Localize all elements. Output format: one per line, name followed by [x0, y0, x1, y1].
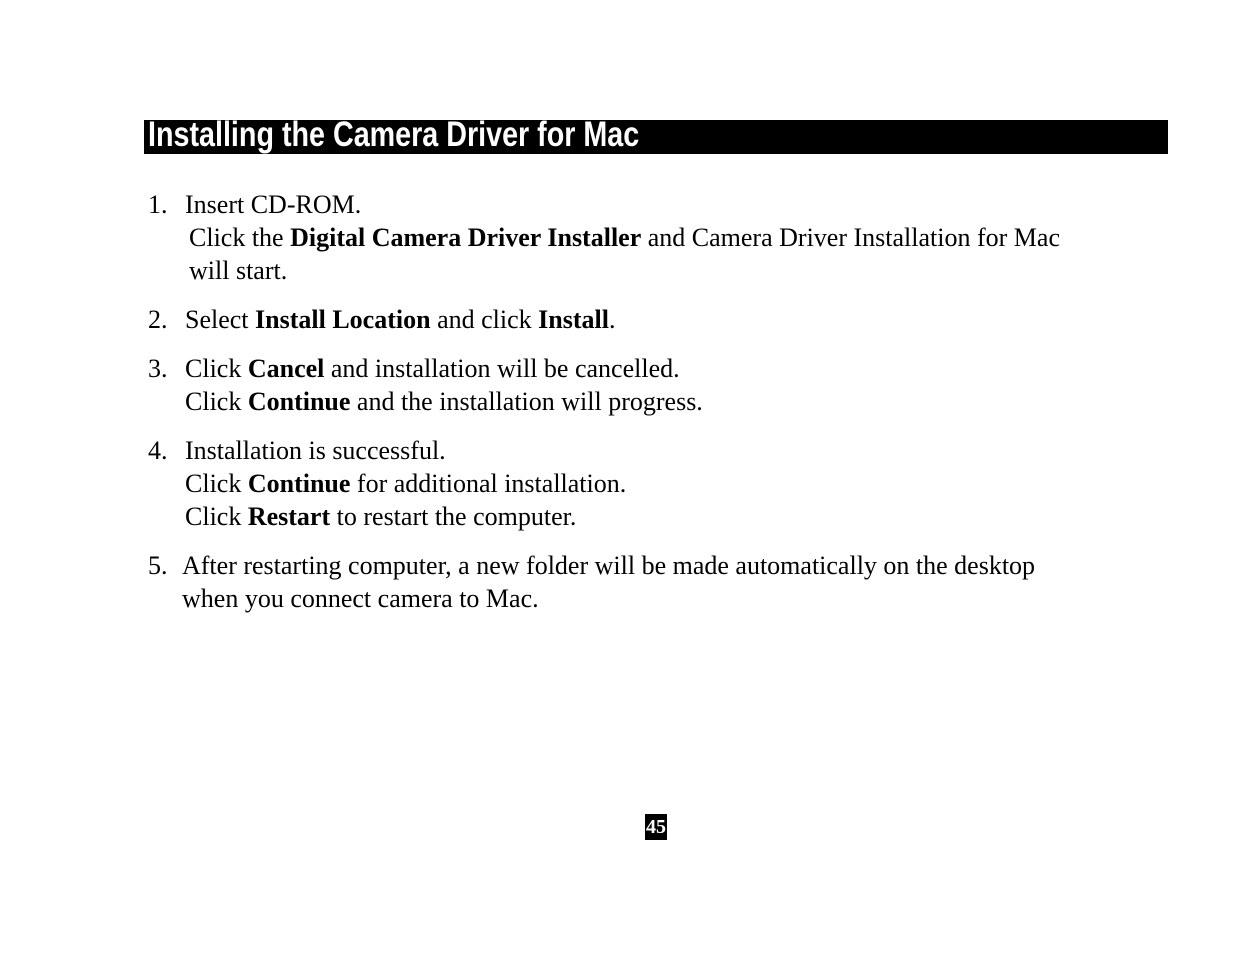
step-3	[148, 352, 1168, 418]
step-line: Installation is successful.	[185, 436, 446, 465]
ui-term: Restart	[247, 502, 331, 531]
step-line: will start.	[189, 256, 288, 285]
step-5	[148, 549, 1168, 615]
step-1	[148, 188, 1168, 287]
step-number: 2.	[148, 305, 168, 334]
step-line: Click Continue and the installation will progress.	[185, 387, 703, 416]
ui-term: Digital Camera Driver Installer	[290, 223, 642, 252]
step-number: 3.	[148, 354, 168, 383]
step-line: Click Restart to restart the computer.	[185, 502, 577, 531]
page-number: 45	[646, 816, 666, 838]
step-number: 4.	[148, 436, 168, 465]
section-title-bar	[144, 115, 1168, 154]
step-line: when you connect camera to Mac.	[182, 584, 539, 613]
ui-term: Continue	[247, 469, 351, 498]
ui-term: Install	[538, 305, 609, 334]
step-2	[148, 303, 1168, 336]
step-line: Insert CD-ROM.	[185, 190, 362, 219]
step-line: Click the Digital Camera Driver Installer and Camera Driver Installation for Mac	[189, 223, 1060, 252]
ui-term: Cancel	[247, 354, 325, 383]
step-number: 5.	[148, 551, 168, 580]
step-number: 1.	[148, 190, 168, 219]
step-line: After restarting computer, a new folder will be made automatically on the desktop	[182, 551, 1036, 580]
step-line: Select Install Location and click Install.	[185, 305, 616, 334]
step-line: Click Continue for additional installation.	[185, 469, 627, 498]
step-line: Click Cancel and installation will be cancelled.	[185, 354, 680, 383]
ui-term: Install Location	[255, 305, 431, 334]
steps-list	[148, 188, 1168, 631]
section-title: Installing the Camera Driver for Mac	[148, 115, 640, 154]
step-4	[148, 434, 1168, 533]
ui-term: Continue	[247, 387, 351, 416]
